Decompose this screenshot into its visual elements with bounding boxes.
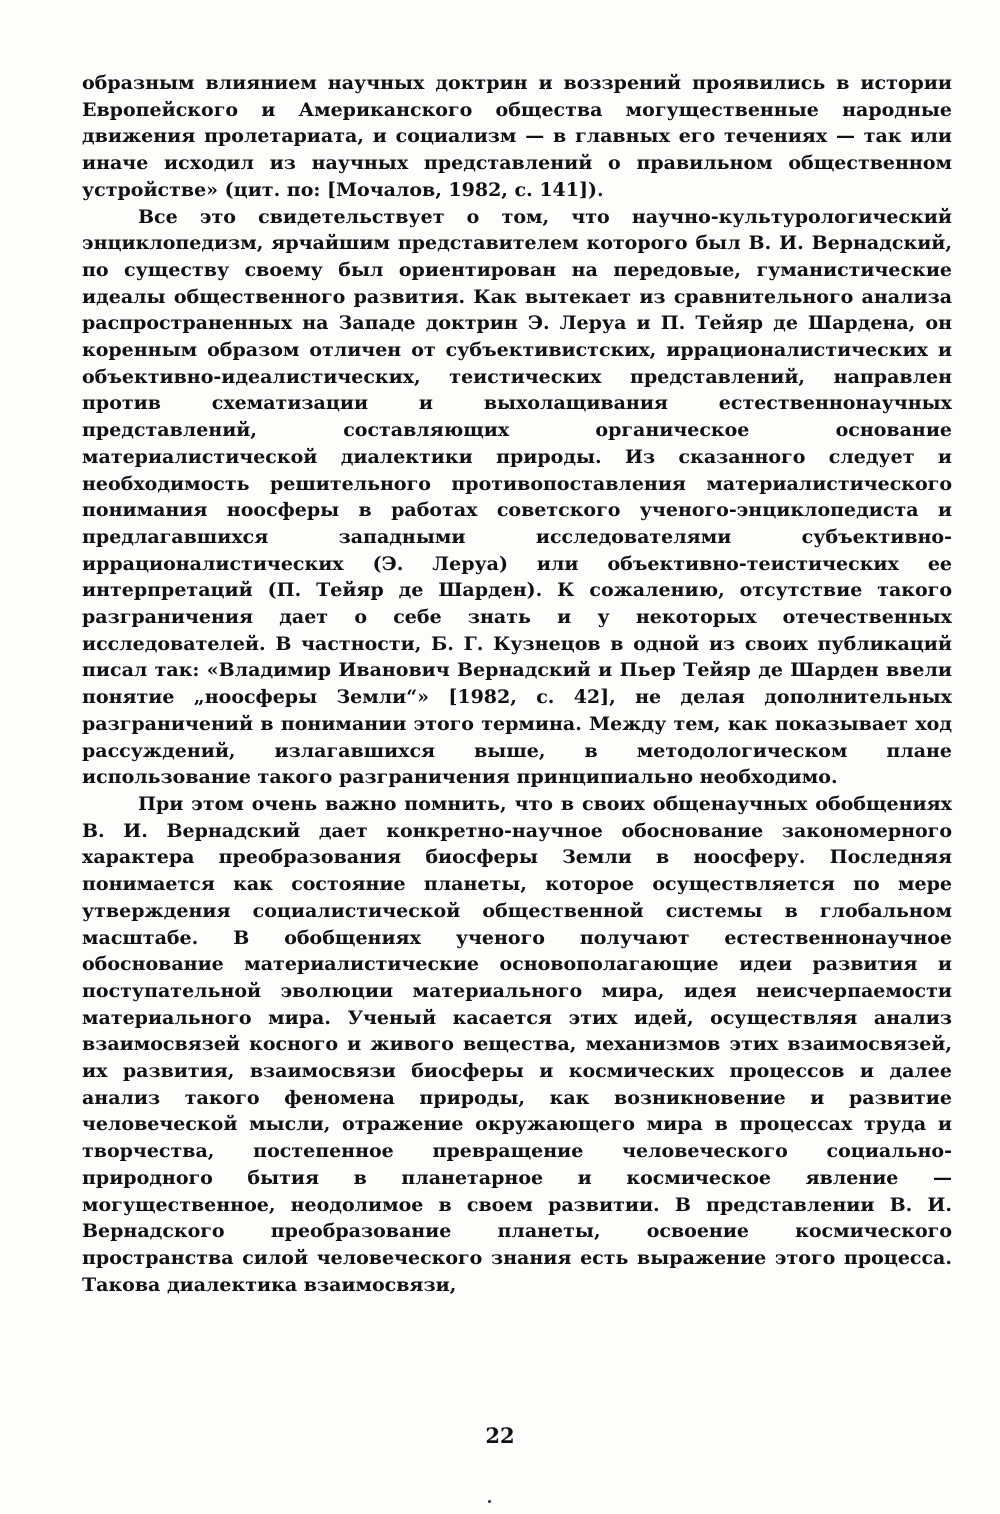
- paragraph-noosphere: При этом очень важно помнить, что в своих общенаучных обобщениях В. И. Вернадский дает конкретно-научное обоснование закономерного характера преобразования биосферы Земли в ноосферу. Последняя понимается как состояние планеты, которое осуществляется по мере утверждения социалистической общественной системы в глобальном масштабе. В обобщениях ученого получают естественнонаучное обоснование материалистические основополагающие идеи развития и поступательной эволюции материального мира, идея неисчерпаемости материального мира. Ученый касается этих идей, осуществляя анализ взаимосвязей косного и живого вещества, механизмов этих взаимосвязей, их развития, взаимосвязи биосферы и космических процессов и далее анализ такого феномена природы, как возникновение и развитие человеческой мысли, отражение окружающего мира в процессах труда и творчества, постепенное превращение человеческого социально-природного бытия в планетарное и космическое явление — могущественное, неодолимое в своем развитии. В представлении В. И. Вернадского преобразование планеты, освоение космического пространства силой человеческого знания есть выражение этого процесса. Такова диалектика взаимосвязи,: [82, 792, 952, 1296]
- print-speck: [488, 1500, 491, 1503]
- body-text: [82, 70, 952, 1298]
- paragraph-encyclopedism: Все это свидетельствует о том, что научно-культурологический энциклопедизм, ярчайшим представителем которого был В. И. Вернадский, по существу своему был ориентирован на передовые, гуманистические идеалы общественного развития. Как вытекает из сравнительного анализа распространенных на Западе доктрин Э. Леруа и П. Тейяр де Шардена, он коренным образом отличен от субъективистских, иррационалистических и объективно-идеалистических, теистических представлений, направлен против схематизации и выхолащивания естественнонаучных представлений, составляющих органическое основание материалистической диалектики природы. Из сказанного следует и необходимость решительного противопоставления материалистического понимания ноосферы в работах советского ученого-энциклопедиста и предлагавшихся западными исследователями субъективно-иррационалистических (Э. Леруа) или объективно-теистических ее интерпретаций (П. Тейяр де Шарден). К сожалению, отсутствие такого разграничения дает о себе знать и у некоторых отечественных исследователей. В частности, Б. Г. Кузнецов в одной из своих публикаций писал так: «Владимир Иванович Вернадский и Пьер Тейяр де Шарден ввели понятие „ноосферы Земли“» [1982, с. 42], не делая дополнительных разграничений в понимании этого термина. Между тем, как показывает ход рассуждений, излагавшихся выше, в методологическом плане использование такого разграничения принципиально необходимо.: [82, 205, 952, 789]
- paragraph-continuation: образным влиянием научных доктрин и воззрений проявились в истории Европейского и Американского общества могущественные народные движения пролетариата, и социализм — в главных его течениях — так или иначе исходил из научных представлений о правильном общественном устройстве» (цит. по: [Мочалов, 1982, с. 141]).: [82, 72, 952, 201]
- page-number: 22: [485, 1423, 515, 1448]
